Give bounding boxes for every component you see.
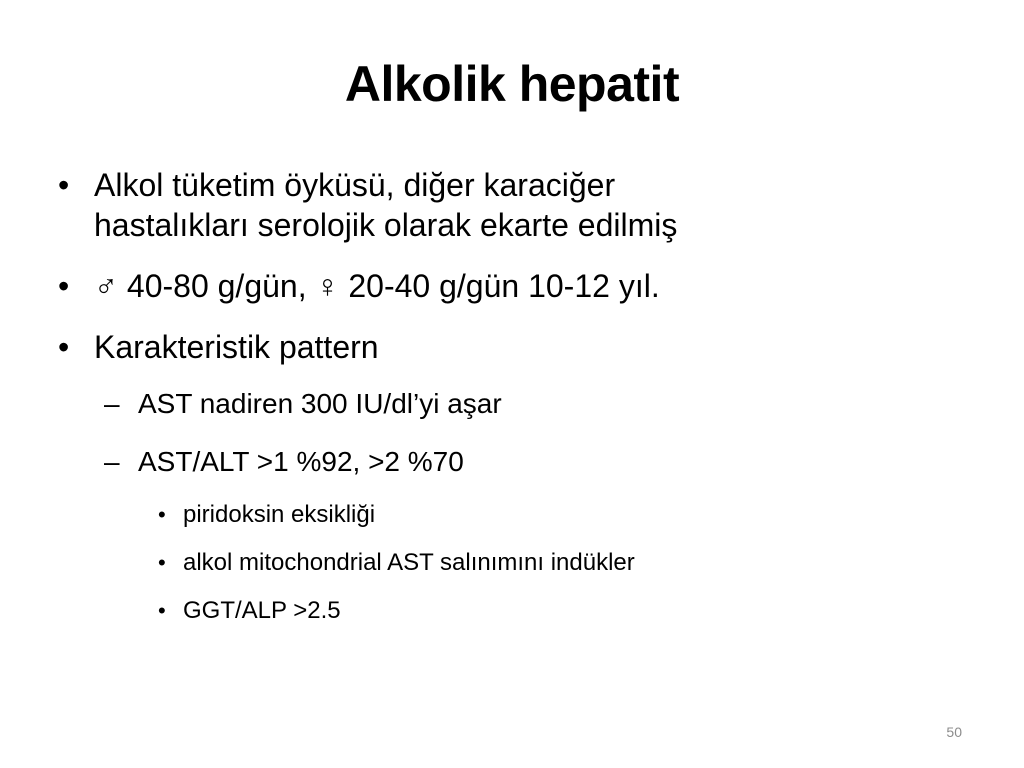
sub-bullet-text: AST/ALT >1 %92, >2 %70 — [138, 446, 464, 477]
bullet-text-line: Karakteristik pattern — [94, 329, 379, 365]
bullet-marker: • — [58, 329, 70, 365]
sub-sub-bullet-item — [54, 491, 974, 539]
slide-title: Alkolik hepatit — [344, 56, 680, 112]
slide-content — [54, 158, 974, 635]
bullet-item — [54, 259, 974, 314]
dash-marker: – — [104, 388, 120, 419]
bullet-text-line: ♂ 40-80 g/gün, ♀ 20-40 g/gün 10-12 yıl. — [94, 268, 660, 304]
bullet-item — [54, 158, 974, 253]
bullet-text-line: Alkol tüketim öyküsü, diğer karaciğer — [94, 167, 616, 203]
bullet-item — [54, 320, 974, 375]
dash-marker: – — [104, 446, 120, 477]
sub-sub-bullet-text: GGT/ALP >2.5 — [183, 597, 341, 624]
sub-bullet-text: AST nadiren 300 IU/dl’yi aşar — [138, 388, 502, 419]
page-number: 50 — [946, 724, 962, 740]
sub-sub-bullet-text: alkol mitochondrial AST salınımını indükler — [183, 549, 635, 576]
bullet-marker: • — [58, 268, 70, 304]
sub-sub-bullet-text: piridoksin eksikliği — [183, 501, 376, 528]
sub-sub-bullet-item — [54, 587, 974, 635]
sub-bullet-item — [54, 433, 974, 491]
sub-sub-bullet-item — [54, 539, 974, 587]
bullet-marker: • — [58, 167, 70, 203]
bullet-text-line: hastalıkları serolojik olarak ekarte edilmiş — [94, 207, 678, 243]
bullet-marker: • — [158, 550, 166, 575]
bullet-marker: • — [158, 598, 166, 623]
sub-bullet-item — [54, 375, 974, 433]
bullet-marker: • — [158, 502, 166, 527]
